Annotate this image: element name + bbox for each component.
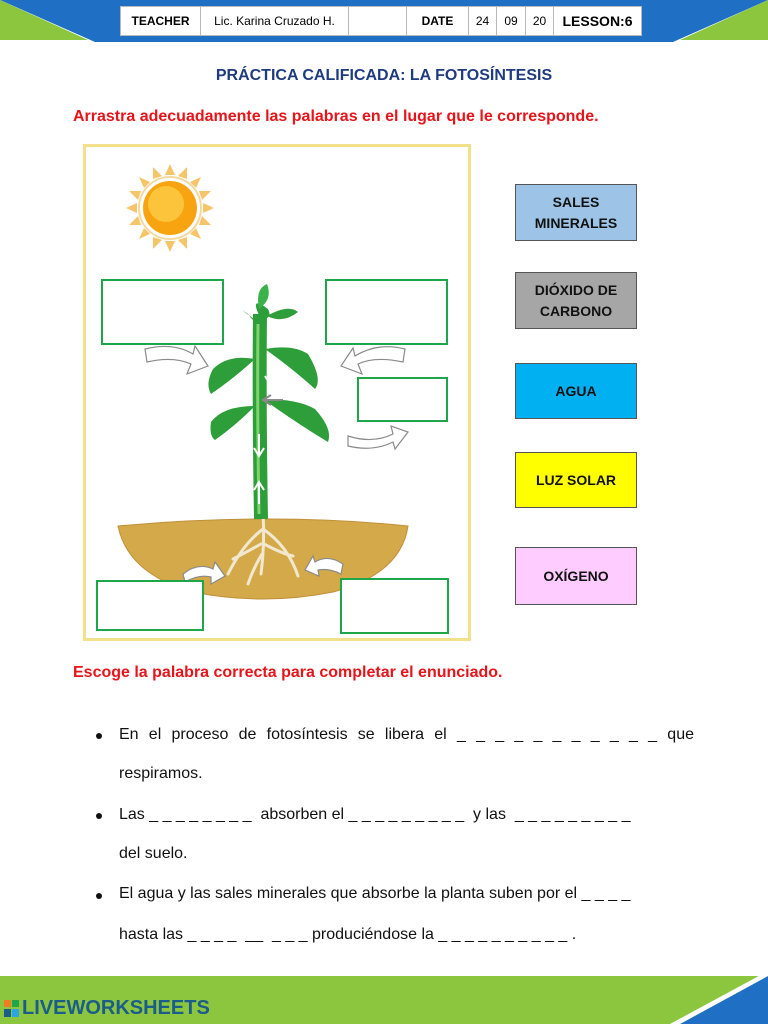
liveworksheets-logo-icon <box>4 1000 20 1018</box>
brand-name: LIVEWORKSHEETS <box>22 997 210 1019</box>
sentence-1-line-1[interactable]: En el proceso de fotosíntesis se libera el _ _ _ _ _ _ _ _ _ _ _ que <box>119 726 694 743</box>
word-label: OXÍGENO <box>543 567 609 584</box>
word-card-oxigeno[interactable] <box>515 547 637 605</box>
sentence-3-line-2[interactable]: hasta las _ _ _ _ __ _ _ _ produciéndose la _ _ _ _ _ _ _ _ _ _ . <box>119 926 577 943</box>
sentence-2-line-1[interactable]: Las _ _ _ _ _ _ _ _ absorben el _ _ _ _ _ _ _ _ _ y las _ _ _ _ _ _ _ _ _ <box>119 806 631 823</box>
word-label: AGUA <box>555 382 597 399</box>
page-title: PRÁCTICA CALIFICADA: LA FOTOSÍNTESIS <box>215 67 553 84</box>
choose-instruction: Escoge la palabra correcta para completar el enunciado. <box>73 664 503 681</box>
word-card-luz-solar[interactable] <box>515 452 637 508</box>
sentence-3-line-1[interactable]: El agua y las sales minerales que absorbe la planta suben por el _ _ _ _ <box>119 885 631 902</box>
drop-box-middle-right[interactable] <box>357 377 448 422</box>
teacher-label: TEACHER <box>121 7 201 35</box>
bullet-3 <box>96 893 102 899</box>
lesson-label: LESSON:6 <box>562 13 633 29</box>
date-label: DATE <box>407 7 469 35</box>
teacher-name: Lic. Karina Cruzado H. <box>201 7 349 35</box>
word-label: DIÓXIDO DE CARBONO <box>534 281 618 319</box>
drop-box-bottom-left[interactable] <box>96 580 204 631</box>
drop-box-bottom-right[interactable] <box>340 578 449 634</box>
date-year: 20 <box>526 7 554 35</box>
sun-icon <box>126 164 214 252</box>
liveworksheets-logo <box>4 997 210 1020</box>
date-month: 09 <box>497 7 526 35</box>
word-card-sales-minerales[interactable] <box>515 184 637 241</box>
sentence-2-line-2: del suelo. <box>119 845 188 862</box>
word-card-dioxido-de-carbono[interactable] <box>515 272 637 329</box>
date-day: 24 <box>469 7 497 35</box>
sentence-1-line-2: respiramos. <box>119 765 203 782</box>
header-spacer <box>349 7 407 35</box>
header-info-table <box>120 6 642 36</box>
bullet-2 <box>96 813 102 819</box>
word-label: SALES MINERALES <box>534 193 618 231</box>
drag-instruction: Arrastra adecuadamente las palabras en el lugar que le corresponde. <box>73 108 599 125</box>
word-card-agua[interactable] <box>515 363 637 419</box>
word-label: LUZ SOLAR <box>535 471 617 488</box>
drop-box-top-left[interactable] <box>101 279 224 345</box>
drop-box-top-right[interactable] <box>325 279 448 345</box>
bullet-1 <box>96 733 102 739</box>
